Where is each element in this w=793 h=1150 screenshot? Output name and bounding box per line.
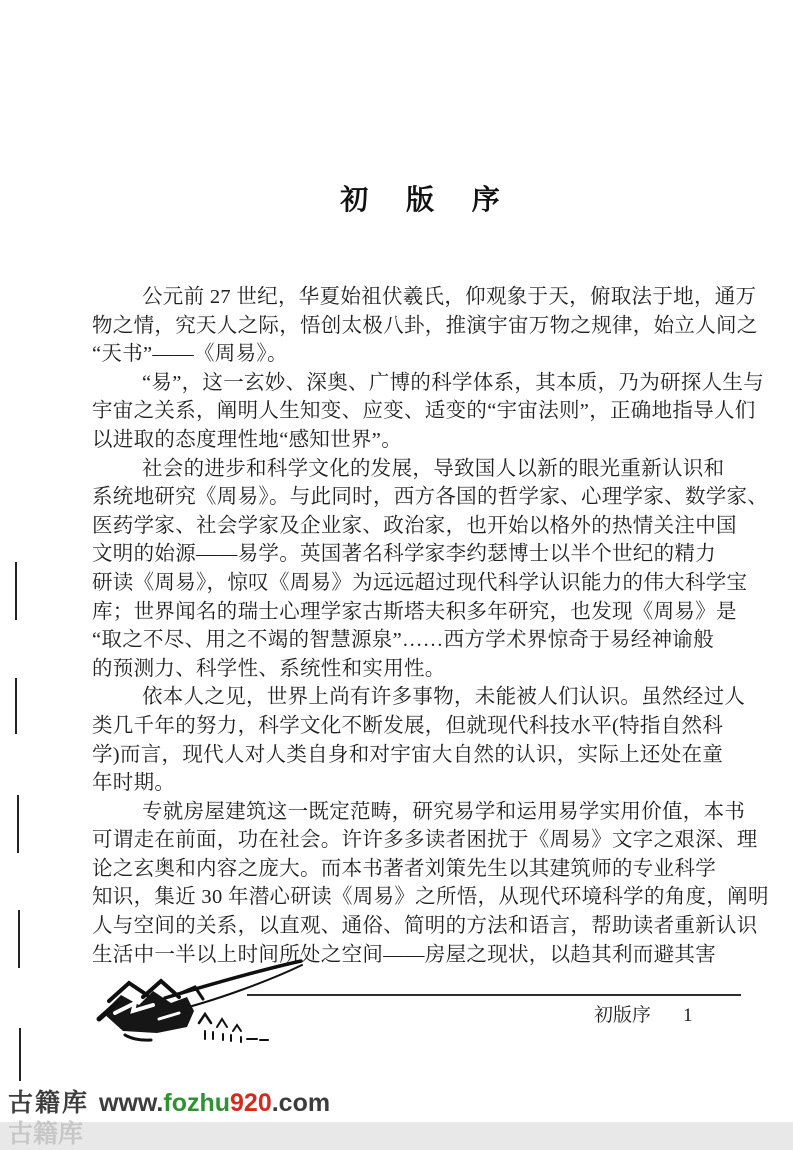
body-line: 生活中一半以上时间所处之空间——房屋之现状，以趋其利而避其害 bbox=[92, 943, 716, 966]
body-line: 物之情，究天人之际，悟创太极八卦，推演宇宙万物之规律，始立人间之 bbox=[92, 314, 758, 337]
body-line: 库；世界闻名的瑞士心理学家古斯塔夫积多年研究，也发现《周易》是 bbox=[92, 600, 737, 623]
body-line: 系统地研究《周易》。与此同时，西方各国的哲学家、心理学家、数学家、 bbox=[92, 486, 769, 509]
body-line: 医药学家、社会学家及企业家、政治家，也开始以格外的热情关注中国 bbox=[92, 514, 737, 537]
page-edge-line bbox=[18, 910, 20, 968]
page-edge-line bbox=[19, 1028, 21, 1081]
body-line: 类几千年的努力，科学文化不断发展，但就现代科技水平(特指自然科 bbox=[92, 714, 724, 737]
body-line: “取之不尽、用之不竭的智慧源泉”……西方学术界惊奇于易经神谕般 bbox=[92, 629, 714, 652]
watermark-url-com: .com bbox=[271, 1089, 331, 1117]
body-line: 以进取的态度理性地“感知世界”。 bbox=[92, 428, 402, 451]
footer-rule bbox=[247, 994, 741, 996]
village-ink-sketch-illustration bbox=[95, 953, 307, 1050]
page-edge-line bbox=[15, 678, 17, 734]
watermark-library-name: 古籍库 bbox=[8, 1089, 90, 1117]
watermark-url-www: www. bbox=[99, 1089, 164, 1117]
watermark-ghost-row: 古籍库 bbox=[8, 1120, 84, 1148]
body-line: 研读《周易》，惊叹《周易》为远远超过现代科学认识能力的伟大科学宝 bbox=[92, 571, 748, 594]
page-edge-line bbox=[17, 795, 19, 853]
watermark-url-fozhu: fozhu bbox=[163, 1089, 231, 1117]
body-text bbox=[92, 283, 769, 969]
body-line: 年时期。 bbox=[92, 772, 176, 795]
body-line: “易”，这一玄妙、深奥、广博的科学体系，其本质，乃为研探人生与 bbox=[142, 371, 764, 394]
body-line: 专就房屋建筑这一既定范畴，研究易学和运用易学实用价值，本书 bbox=[142, 800, 746, 823]
body-line: 文明的始源——易学。英国著名科学家李约瑟博士以半个世纪的精力 bbox=[92, 543, 716, 566]
watermark-url-920: 920 bbox=[230, 1089, 272, 1117]
body-line: 社会的进步和科学文化的发展，导致国人以新的眼光重新认识和 bbox=[142, 457, 725, 480]
page-footer bbox=[594, 1000, 693, 1027]
body-line: 宇宙之关系，阐明人生知变、应变、适变的“宇宙法则”，正确地指导人们 bbox=[92, 400, 756, 423]
body-line: 知识，集近 30 年潜心研读《周易》之所悟，从现代环境科学的角度，阐明 bbox=[92, 886, 769, 909]
body-line: 学)而言，现代人对人类自身和对宇宙大自然的认识，实际上还处在童 bbox=[92, 743, 724, 766]
page-title: 初版序 bbox=[340, 185, 538, 216]
body-line: 公元前 27 世纪，华夏始祖伏羲氏，仰观象于天，俯取法于地，通万 bbox=[142, 286, 757, 308]
body-line: 的预测力、科学性、系统性和实用性。 bbox=[92, 657, 446, 680]
body-line: “天书”——《周易》。 bbox=[92, 343, 288, 366]
page-edge-line bbox=[15, 562, 17, 620]
footer-page-number: 1 bbox=[683, 1005, 693, 1026]
body-line: 论之玄奥和内容之庞大。而本书著者刘策先生以其建筑师的专业科学 bbox=[92, 857, 716, 880]
body-line: 人与空间的关系，以直观、通俗、简明的方法和语言，帮助读者重新认识 bbox=[92, 915, 758, 938]
body-line: 可谓走在前面，功在社会。许许多多读者困扰于《周易》文字之艰深、理 bbox=[92, 829, 758, 852]
body-line: 依本人之见，世界上尚有许多事物，未能被人们认识。虽然经过人 bbox=[142, 686, 746, 709]
footer-section-label: 初版序 bbox=[594, 1005, 652, 1026]
